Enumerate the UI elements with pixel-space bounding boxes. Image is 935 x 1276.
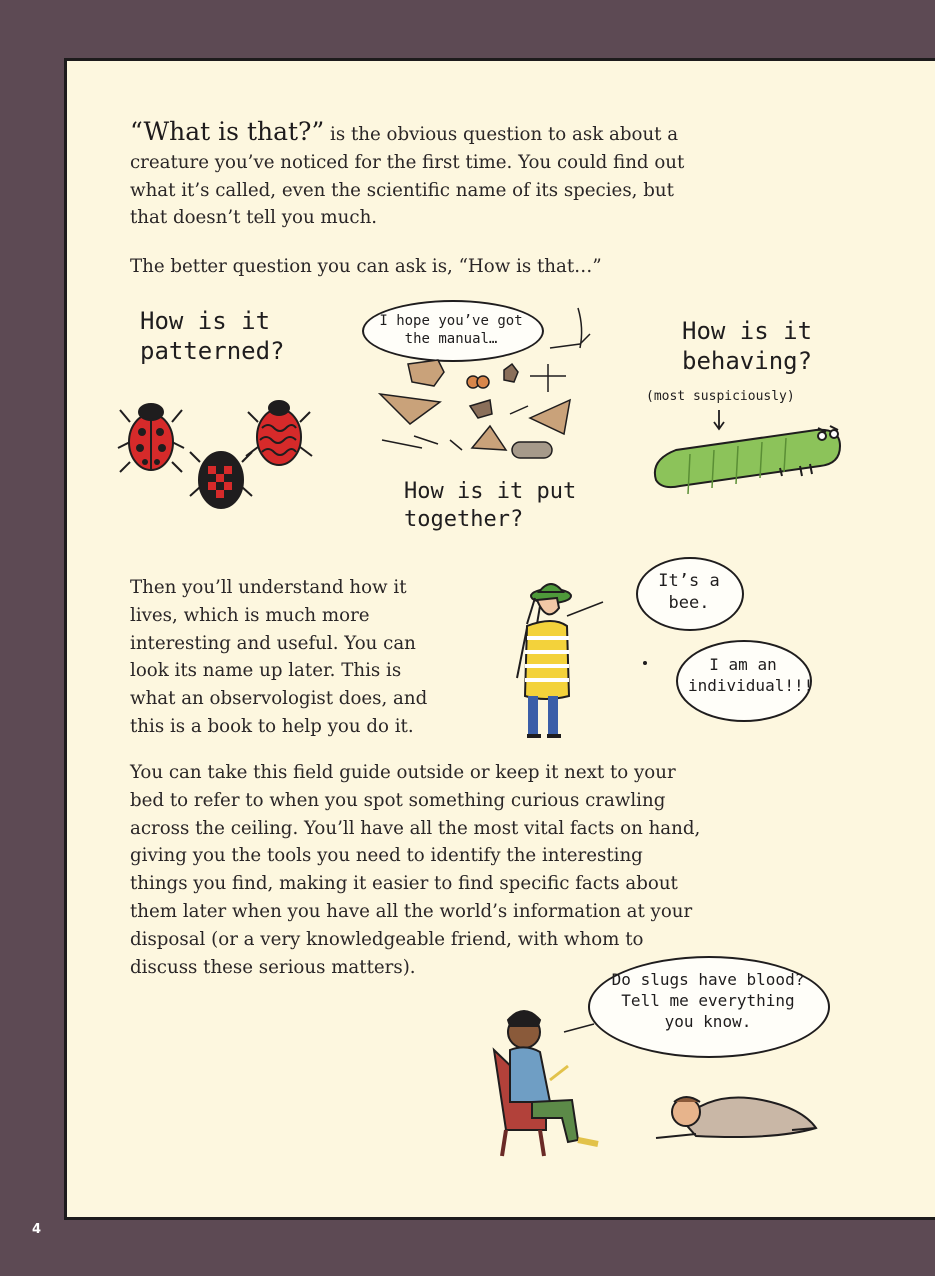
intro-lead: “What is that?”	[130, 117, 325, 146]
better-question: The better question you can ask is, “How is that…”	[130, 256, 602, 277]
reading-person-illustration	[484, 1010, 624, 1160]
individual-bubble-text: I am an individual!!!	[688, 655, 814, 695]
field-guide-paragraph: You can take this field guide outside or keep it next to your bed to refer to when you spot something curious crawling across the ceiling. You’ll have all the most vital facts on hand, giving you the tools you need to identify the interesting things you find, making it easier to find specific facts about them later when you have all the world’s information at your disposal (or a very knowledgeable friend, with whom to discuss these serious matters).	[130, 762, 701, 978]
behaving-note: (most suspiciously)	[646, 389, 795, 404]
spotted-ladybird-icon	[118, 404, 184, 472]
checkered-ladybird-icon	[190, 452, 252, 508]
behaving-caption: How is it behaving?	[682, 317, 813, 375]
bee-dot-icon	[642, 660, 648, 666]
insect-parts-illustration	[370, 300, 610, 470]
bee-person-illustration	[505, 578, 605, 744]
patterned-caption: How is it patterned?	[140, 307, 285, 365]
wavy-ladybird-icon	[246, 401, 312, 465]
intro-rest: is the obvious question to ask about a creature you’ve noticed for the first time. You could find out what it’s called, even the scientific name of its species, but that doesn’t tell you much.	[130, 124, 685, 229]
understand-paragraph: Then you’ll understand how it lives, which is much more interesting and useful. You can look its name up later. This is what an observologist does, and this is a book to help you do it.	[130, 577, 428, 737]
put-together-caption: How is it put together?	[404, 479, 577, 532]
intro-paragraph	[130, 118, 705, 232]
ladybirds-illustration	[120, 392, 320, 512]
page-number: 4	[32, 1222, 42, 1237]
bee-bubble-text: It’s a bee.	[658, 571, 720, 614]
slug-person-illustration	[652, 1080, 822, 1150]
manual-bubble-text: I hope you’ve got the manual…	[379, 313, 523, 348]
caterpillar-icon	[650, 420, 850, 494]
slug-bubble-text: Do slugs have blood? Tell me everything you know.	[611, 970, 805, 1031]
